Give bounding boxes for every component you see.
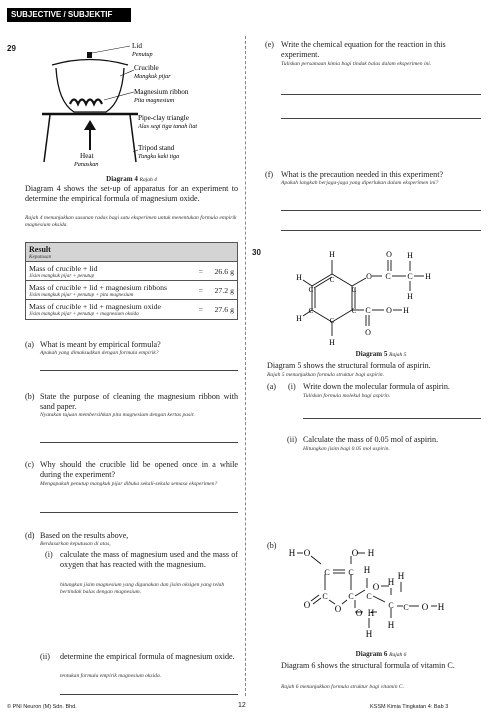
q29e-text-my: Tuliskan persamaan kimia bagi tindak balas dalam eksperimen ini. [281,61,432,67]
svg-text:H: H [363,565,371,575]
svg-text:H: H [365,629,373,639]
svg-text:O: O [366,272,372,281]
svg-text:H: H [296,273,302,282]
q29e-text: Write the chemical equation for the reaction in this experiment. [281,40,446,59]
q30b-text-my: Rajah 6 menunjukkan formula struktur bagi vitamin C. [281,684,405,690]
q29di-text: calculate the mass of magnesium used and the mass of oxygen that has reacted with the magnesium. [60,550,238,569]
svg-text:C: C [365,306,371,315]
q29dii-text: determine the empirical formula of magnesium oxide. [60,652,235,661]
q30ai-label: (i) [288,382,296,391]
q30-intro-my: Rajah 5 menunjukkan formula struktur bagi aspirin. [267,372,384,378]
q29d-text: Based on the results above, [40,531,129,540]
lid-shape [52,60,128,66]
svg-text:H: H [425,272,431,281]
table-row: Mass of crucible + lid + magnesium oxide Jisim mangkuk pijar + penutup + magnesium oksida = 27.6 g [29,302,234,317]
svg-text:H: H [329,250,335,259]
answer-line[interactable] [281,118,481,119]
q29e-label: (e) [265,40,274,49]
svg-text:C: C [329,276,335,284]
q29dii-label: (ii) [40,652,50,661]
svg-text:C: C [308,286,314,294]
question-number-29: 29 [7,44,16,53]
q29a-label: (a) [25,340,34,349]
q29c-label: (c) [25,460,34,469]
q29f-text-my: Apakah langkah berjaga-jaga yang diperlukan dalam eksperimen ini? [281,180,439,186]
q29a-text-my: Apakah yang dimaksudkan dengan formula empirik? [40,350,159,356]
diagram-4-caption: Diagram 4 Rajah 4 [106,175,157,183]
svg-text:H: H [367,608,375,618]
answer-line[interactable] [281,210,481,211]
svg-text:C: C [348,592,354,601]
svg-text:H: H [296,314,302,323]
label-crucible: Crucible [134,64,159,72]
tripod-leg [44,115,50,162]
q29b-label: (b) [25,392,35,401]
svg-text:C: C [388,601,394,610]
svg-text:C: C [407,272,413,281]
q29b-text: State the purpose of cleaning the magnesium ribbon with sand paper. [40,392,238,411]
svg-text:C: C [324,568,330,577]
q29f-label: (f) [265,170,274,179]
q30ai-text: Write down the molecular formula of aspirin. [303,382,450,391]
result-value: 26.6 g [214,267,234,276]
svg-text:C: C [329,317,335,325]
q29b-text-my: Nyatakan tujuan membersihkan pita magnesium dengan kertas pasir. [40,412,195,418]
svg-text:O: O [355,608,363,618]
q29-intro-my: Rajah 4 menunjukkan susunan radas bagi satu eksperimen untuk menentukan formula empirik magnesium oksida. [25,215,237,228]
answer-line[interactable] [40,442,238,443]
q30b-text: Diagram 6 shows the structural formula of vitamin C. [281,661,455,670]
lid-knob [87,52,92,58]
tripod-leg [130,115,136,162]
svg-text:Tungku kaki tiga: Tungku kaki tiga [138,153,180,160]
answer-line[interactable] [281,94,481,95]
table-row: Mass of crucible + lid Jisim mangkuk pijar + penutup = 26.6 g [26,262,237,281]
svg-text:H: H [437,602,445,612]
diagram-6-vitamin-c-structure [285,540,455,650]
result-table-header: Result Keputusan [26,243,237,262]
heat-arrow-icon [84,120,96,130]
q29dii-text-my: tentukan formula empirik magnesium oksida. [60,673,162,679]
svg-text:Penutup: Penutup [132,51,153,58]
diagram-4-apparatus [30,40,230,170]
question-number-30: 30 [252,248,261,257]
q30aii-text-my: Hitungkan jisim bagi 0.05 mol aspirin. [303,446,390,452]
result-value: 27.2 g [214,286,234,295]
svg-text:Mangkuk pijar: Mangkuk pijar [134,73,171,80]
svg-text:C: C [308,307,314,315]
page-number: 12 [238,702,246,709]
svg-text:Panaskan: Panaskan [74,161,99,168]
q29f-text: What is the precaution needed in this experiment? [281,170,444,179]
label-heat: Heat [80,152,94,160]
svg-text:O: O [421,602,429,612]
svg-text:O: O [334,604,342,614]
q29di-label: (i) [45,550,53,559]
svg-text:C: C [351,307,357,315]
diagram-5-caption: Diagram 5 Rajah 5 [355,350,407,358]
svg-text:Pita magnesium: Pita magnesium [134,97,175,104]
answer-line[interactable] [60,694,238,695]
svg-text:H: H [329,338,335,347]
q29d-label: (d) [25,531,35,540]
q29di-text-my: hitungkan jisim magnesium yang digunakan dan jisim oksigen yang telah bertindak balas dengan magnesium. [60,582,225,595]
result-table [25,242,238,320]
table-row: Mass of crucible + lid + magnesium ribbons Jisim mangkuk pijar + penutup + pita magnesium = 27.2 g [26,281,237,300]
svg-text:O: O [303,548,311,558]
label-tripod-stand: Tripod stand [138,144,175,152]
svg-text:C: C [403,603,409,612]
magnesium-ribbon-shape [70,100,102,105]
footer-copyright: © PNI Neuron (M) Sdn. Bhd. [7,704,77,710]
svg-text:H: H [407,292,413,301]
answer-line[interactable] [40,512,238,513]
svg-text:H: H [288,548,296,558]
result-value: 27.6 g [214,305,234,314]
label-lid: Lid [132,42,142,50]
footer-book-title: KSSM Kimia Tingkatan 4: Bab 3 [370,704,449,710]
label-pipe-clay-triangle: Pipe-clay triangle [138,114,189,122]
svg-text:H: H [407,251,413,260]
svg-text:H: H [387,620,395,630]
q30aii-text: Calculate the mass of 0.05 mol of aspirin. [303,435,439,444]
answer-line[interactable] [303,418,481,419]
diagram-6-caption: Diagram 6 Rajah 6 [355,650,407,658]
q29-intro: Diagram 4 shows the set-up of apparatus for an experiment to determine the empirical formula of magnesium oxide. [25,184,238,203]
label-magnesium-ribbon: Magnesium ribbon [134,88,189,96]
svg-text:H: H [367,548,375,558]
svg-text:O: O [372,582,380,592]
column-divider [245,36,246,696]
svg-text:O: O [365,328,371,337]
svg-text:H: H [387,577,395,587]
q30b-label: (b) [267,541,277,550]
svg-text:H: H [397,571,405,581]
svg-text:C: C [322,592,328,601]
svg-text:C: C [348,568,354,577]
svg-text:O: O [386,306,392,315]
q29c-text-my: Mengapakah penutup mangkuk pijar dibuka sekali-sekala semasa eksperimen? [40,481,218,487]
q29a-text: What is meant by empirical formula? [40,340,161,349]
q30ai-text-my: Tuliskan formula molekul bagi aspirin. [303,393,391,399]
q29d-text-my: Berdasarkan keputusan di atas, [40,541,111,547]
svg-text:O: O [386,250,392,259]
section-header: SUBJECTIVE / SUBJEKTIF [7,8,131,22]
svg-text:O: O [303,600,311,610]
svg-text:C: C [351,286,357,294]
svg-text:H: H [403,306,409,315]
q30a-label: (a) [267,382,276,391]
diagram-5-aspirin-structure [292,246,452,354]
svg-text:Alas segi tiga tanah liat: Alas segi tiga tanah liat [138,123,198,130]
crucible-shape [56,68,124,112]
q29c-text: Why should the crucible lid be opened once in a while during the experiment? [40,460,238,479]
q30aii-label: (ii) [287,435,297,444]
answer-line[interactable] [281,230,481,231]
svg-text:C: C [385,272,391,281]
svg-text:C: C [366,592,372,601]
q30-intro: Diagram 5 shows the structural formula of aspirin. [267,361,431,370]
svg-text:O: O [351,548,359,558]
answer-line[interactable] [40,370,238,371]
